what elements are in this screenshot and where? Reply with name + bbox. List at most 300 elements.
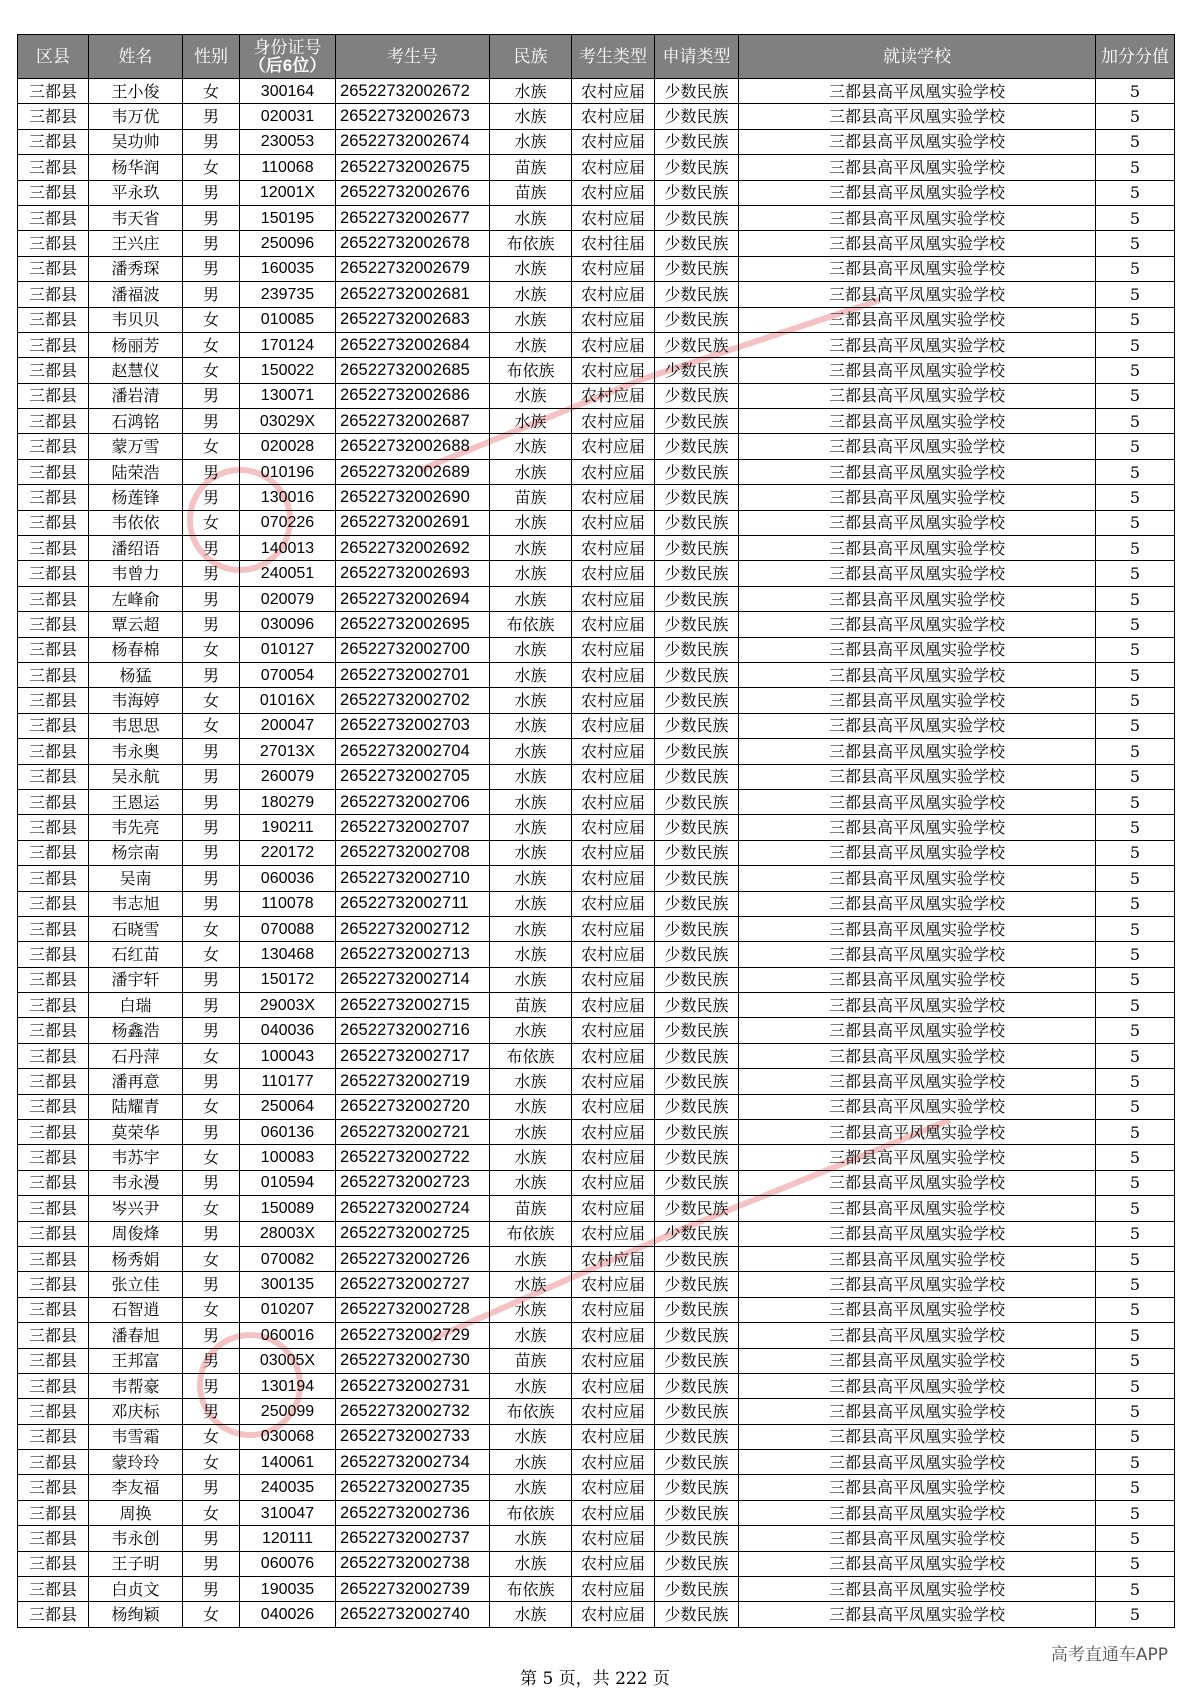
cell-application-type: 少数民族: [655, 180, 739, 205]
cell-school: 三都县高平凤凰实验学校: [739, 662, 1096, 687]
cell-candidate-type: 农村应届: [572, 1170, 655, 1195]
cell-district: 三都县: [18, 256, 89, 281]
cell-district: 三都县: [18, 1196, 89, 1221]
cell-candidate-type: 农村应届: [572, 180, 655, 205]
cell-school: 三都县高平凤凰实验学校: [739, 561, 1096, 586]
cell-id-last6: 190211: [240, 815, 336, 840]
cell-application-type: 少数民族: [655, 282, 739, 307]
cell-exam-number: 26522732002739: [336, 1577, 490, 1602]
header-id-sublabel: （后6位）: [248, 55, 327, 75]
cell-gender: 女: [183, 1043, 240, 1068]
cell-bonus: 5: [1096, 510, 1175, 535]
cell-name: 杨秀娟: [89, 1246, 183, 1271]
cell-gender: 男: [183, 891, 240, 916]
cell-bonus: 5: [1096, 789, 1175, 814]
cell-district: 三都县: [18, 434, 89, 459]
cell-ethnicity: 布依族: [490, 612, 572, 637]
cell-gender: 男: [183, 1399, 240, 1424]
cell-ethnicity: 苗族: [490, 1348, 572, 1373]
cell-name: 石智逍: [89, 1297, 183, 1322]
table-row: [18, 282, 1175, 307]
cell-application-type: 少数民族: [655, 1475, 739, 1500]
cell-application-type: 少数民族: [655, 840, 739, 865]
cell-candidate-type: 农村应届: [572, 789, 655, 814]
cell-district: 三都县: [18, 891, 89, 916]
table-row: [18, 561, 1175, 586]
cell-ethnicity: 水族: [490, 1120, 572, 1145]
cell-bonus: 5: [1096, 307, 1175, 332]
cell-name: 杨华润: [89, 155, 183, 180]
cell-exam-number: 26522732002740: [336, 1602, 490, 1627]
cell-id-last6: 230053: [240, 129, 336, 154]
cell-school: 三都县高平凤凰实验学校: [739, 1323, 1096, 1348]
cell-application-type: 少数民族: [655, 942, 739, 967]
table-row: [18, 510, 1175, 535]
cell-bonus: 5: [1096, 485, 1175, 510]
table-row: [18, 1170, 1175, 1195]
cell-id-last6: 040036: [240, 1018, 336, 1043]
cell-application-type: 少数民族: [655, 536, 739, 561]
cell-candidate-type: 农村应届: [572, 155, 655, 180]
table-row: [18, 916, 1175, 941]
cell-district: 三都县: [18, 840, 89, 865]
cell-school: 三都县高平凤凰实验学校: [739, 1069, 1096, 1094]
cell-candidate-type: 农村应届: [572, 637, 655, 662]
table-row: [18, 1196, 1175, 1221]
cell-bonus: 5: [1096, 1094, 1175, 1119]
cell-id-last6: 150089: [240, 1196, 336, 1221]
cell-school: 三都县高平凤凰实验学校: [739, 1120, 1096, 1145]
cell-school: 三都县高平凤凰实验学校: [739, 1297, 1096, 1322]
table-row: [18, 1551, 1175, 1576]
cell-id-last6: 29003X: [240, 993, 336, 1018]
cell-ethnicity: 水族: [490, 256, 572, 281]
cell-gender: 女: [183, 434, 240, 459]
cell-application-type: 少数民族: [655, 1450, 739, 1475]
cell-candidate-type: 农村应届: [572, 129, 655, 154]
cell-exam-number: 26522732002725: [336, 1221, 490, 1246]
cell-school: 三都县高平凤凰实验学校: [739, 282, 1096, 307]
cell-bonus: 5: [1096, 662, 1175, 687]
cell-gender: 男: [183, 1323, 240, 1348]
cell-candidate-type: 农村应届: [572, 1551, 655, 1576]
cell-district: 三都县: [18, 307, 89, 332]
cell-bonus: 5: [1096, 764, 1175, 789]
cell-district: 三都县: [18, 942, 89, 967]
cell-exam-number: 26522732002713: [336, 942, 490, 967]
cell-district: 三都县: [18, 231, 89, 256]
cell-district: 三都县: [18, 713, 89, 738]
cell-district: 三都县: [18, 1246, 89, 1271]
cell-id-last6: 180279: [240, 789, 336, 814]
table-row: [18, 307, 1175, 332]
cell-bonus: 5: [1096, 561, 1175, 586]
cell-exam-number: 26522732002672: [336, 79, 490, 104]
table-row: [18, 1348, 1175, 1373]
cell-candidate-type: 农村应届: [572, 536, 655, 561]
cell-candidate-type: 农村应届: [572, 662, 655, 687]
cell-school: 三都县高平凤凰实验学校: [739, 764, 1096, 789]
cell-id-last6: 250096: [240, 231, 336, 256]
cell-id-last6: 140061: [240, 1450, 336, 1475]
cell-application-type: 少数民族: [655, 789, 739, 814]
cell-ethnicity: 水族: [490, 1323, 572, 1348]
cell-application-type: 少数民族: [655, 1526, 739, 1551]
cell-id-last6: 010196: [240, 459, 336, 484]
cell-district: 三都县: [18, 1323, 89, 1348]
cell-application-type: 少数民族: [655, 1500, 739, 1525]
cell-name: 韦永奥: [89, 739, 183, 764]
cell-name: 陆耀青: [89, 1094, 183, 1119]
cell-school: 三都县高平凤凰实验学校: [739, 967, 1096, 992]
cell-name: 韦永创: [89, 1526, 183, 1551]
cell-district: 三都县: [18, 155, 89, 180]
table-row: [18, 129, 1175, 154]
cell-ethnicity: 水族: [490, 1297, 572, 1322]
cell-school: 三都县高平凤凰实验学校: [739, 434, 1096, 459]
table-row: [18, 891, 1175, 916]
table-row: [18, 612, 1175, 637]
cell-application-type: 少数民族: [655, 1424, 739, 1449]
table-row: [18, 332, 1175, 357]
cell-ethnicity: 水族: [490, 840, 572, 865]
cell-candidate-type: 农村应届: [572, 510, 655, 535]
cell-id-last6: 28003X: [240, 1221, 336, 1246]
cell-gender: 男: [183, 739, 240, 764]
cell-name: 蒙玲玲: [89, 1450, 183, 1475]
cell-application-type: 少数民族: [655, 1094, 739, 1119]
cell-exam-number: 26522732002712: [336, 916, 490, 941]
cell-bonus: 5: [1096, 1323, 1175, 1348]
cell-exam-number: 26522732002702: [336, 688, 490, 713]
cell-exam-number: 26522732002722: [336, 1145, 490, 1170]
table-row: [18, 662, 1175, 687]
table-row: [18, 1399, 1175, 1424]
cell-district: 三都县: [18, 383, 89, 408]
cell-bonus: 5: [1096, 1424, 1175, 1449]
cell-candidate-type: 农村应届: [572, 713, 655, 738]
cell-ethnicity: 水族: [490, 536, 572, 561]
cell-id-last6: 170124: [240, 332, 336, 357]
cell-bonus: 5: [1096, 1043, 1175, 1068]
cell-school: 三都县高平凤凰实验学校: [739, 180, 1096, 205]
cell-name: 岑兴尹: [89, 1196, 183, 1221]
cell-exam-number: 26522732002710: [336, 866, 490, 891]
cell-id-last6: 120111: [240, 1526, 336, 1551]
header-id-last6: [240, 35, 336, 79]
cell-district: 三都县: [18, 993, 89, 1018]
cell-district: 三都县: [18, 205, 89, 230]
table-row: [18, 180, 1175, 205]
cell-ethnicity: 布依族: [490, 231, 572, 256]
cell-candidate-type: 农村应届: [572, 1500, 655, 1525]
cell-gender: 男: [183, 662, 240, 687]
cell-application-type: 少数民族: [655, 459, 739, 484]
cell-exam-number: 26522732002689: [336, 459, 490, 484]
cell-candidate-type: 农村应届: [572, 1577, 655, 1602]
table-row: [18, 764, 1175, 789]
cell-id-last6: 010085: [240, 307, 336, 332]
cell-application-type: 少数民族: [655, 1069, 739, 1094]
cell-bonus: 5: [1096, 282, 1175, 307]
cell-application-type: 少数民族: [655, 1145, 739, 1170]
cell-bonus: 5: [1096, 104, 1175, 129]
cell-name: 赵慧仪: [89, 358, 183, 383]
cell-district: 三都县: [18, 485, 89, 510]
cell-gender: 女: [183, 358, 240, 383]
cell-gender: 女: [183, 307, 240, 332]
cell-exam-number: 26522732002693: [336, 561, 490, 586]
cell-candidate-type: 农村应届: [572, 332, 655, 357]
cell-name: 王恩运: [89, 789, 183, 814]
cell-school: 三都县高平凤凰实验学校: [739, 1577, 1096, 1602]
cell-ethnicity: 水族: [490, 739, 572, 764]
cell-district: 三都县: [18, 1500, 89, 1525]
cell-candidate-type: 农村应届: [572, 942, 655, 967]
cell-application-type: 少数民族: [655, 79, 739, 104]
cell-bonus: 5: [1096, 1272, 1175, 1297]
cell-gender: 女: [183, 1094, 240, 1119]
cell-gender: 男: [183, 1170, 240, 1195]
cell-candidate-type: 农村应届: [572, 79, 655, 104]
cell-district: 三都县: [18, 815, 89, 840]
cell-gender: 男: [183, 561, 240, 586]
cell-exam-number: 26522732002681: [336, 282, 490, 307]
table-row: [18, 155, 1175, 180]
cell-candidate-type: 农村应届: [572, 358, 655, 383]
cell-application-type: 少数民族: [655, 1348, 739, 1373]
cell-school: 三都县高平凤凰实验学校: [739, 1475, 1096, 1500]
cell-exam-number: 26522732002684: [336, 332, 490, 357]
cell-candidate-type: 农村应届: [572, 459, 655, 484]
cell-id-last6: 060076: [240, 1551, 336, 1576]
cell-bonus: 5: [1096, 459, 1175, 484]
cell-exam-number: 26522732002687: [336, 409, 490, 434]
cell-district: 三都县: [18, 1450, 89, 1475]
cell-gender: 男: [183, 1221, 240, 1246]
cell-district: 三都县: [18, 637, 89, 662]
cell-exam-number: 26522732002735: [336, 1475, 490, 1500]
cell-exam-number: 26522732002690: [336, 485, 490, 510]
table-row: [18, 1323, 1175, 1348]
cell-id-last6: 070226: [240, 510, 336, 535]
cell-exam-number: 26522732002724: [336, 1196, 490, 1221]
cell-exam-number: 26522732002676: [336, 180, 490, 205]
cell-gender: 男: [183, 1373, 240, 1398]
cell-exam-number: 26522732002705: [336, 764, 490, 789]
cell-ethnicity: 水族: [490, 409, 572, 434]
cell-id-last6: 140013: [240, 536, 336, 561]
cell-application-type: 少数民族: [655, 1577, 739, 1602]
cell-school: 三都县高平凤凰实验学校: [739, 1526, 1096, 1551]
cell-exam-number: 26522732002716: [336, 1018, 490, 1043]
cell-candidate-type: 农村应届: [572, 485, 655, 510]
table-row: [18, 79, 1175, 104]
cell-ethnicity: 苗族: [490, 1196, 572, 1221]
header-ethnicity: 民族: [490, 35, 572, 79]
cell-ethnicity: 水族: [490, 205, 572, 230]
page-number: 第 5 页，共 222 页: [520, 1669, 670, 1689]
cell-name: 石晓雪: [89, 916, 183, 941]
cell-district: 三都县: [18, 1297, 89, 1322]
cell-gender: 女: [183, 79, 240, 104]
cell-district: 三都县: [18, 1577, 89, 1602]
cell-candidate-type: 农村应届: [572, 434, 655, 459]
cell-ethnicity: 苗族: [490, 180, 572, 205]
cell-bonus: 5: [1096, 993, 1175, 1018]
table-row: [18, 942, 1175, 967]
cell-name: 平永玖: [89, 180, 183, 205]
cell-application-type: 少数民族: [655, 586, 739, 611]
table-row: [18, 739, 1175, 764]
table-row: [18, 713, 1175, 738]
table-row: [18, 358, 1175, 383]
cell-bonus: 5: [1096, 536, 1175, 561]
cell-bonus: 5: [1096, 1450, 1175, 1475]
cell-gender: 男: [183, 129, 240, 154]
cell-bonus: 5: [1096, 358, 1175, 383]
table-row: [18, 637, 1175, 662]
cell-school: 三都县高平凤凰实验学校: [739, 1043, 1096, 1068]
cell-gender: 男: [183, 840, 240, 865]
cell-district: 三都县: [18, 688, 89, 713]
cell-application-type: 少数民族: [655, 434, 739, 459]
cell-bonus: 5: [1096, 840, 1175, 865]
cell-ethnicity: 布依族: [490, 358, 572, 383]
cell-application-type: 少数民族: [655, 485, 739, 510]
cell-bonus: 5: [1096, 434, 1175, 459]
cell-application-type: 少数民族: [655, 561, 739, 586]
cell-ethnicity: 水族: [490, 434, 572, 459]
cell-bonus: 5: [1096, 180, 1175, 205]
cell-gender: 男: [183, 967, 240, 992]
cell-exam-number: 26522732002714: [336, 967, 490, 992]
cell-gender: 男: [183, 1526, 240, 1551]
cell-school: 三都县高平凤凰实验学校: [739, 815, 1096, 840]
cell-name: 潘再意: [89, 1069, 183, 1094]
cell-exam-number: 26522732002729: [336, 1323, 490, 1348]
cell-gender: 男: [183, 1577, 240, 1602]
cell-id-last6: 010594: [240, 1170, 336, 1195]
table-row: [18, 1602, 1175, 1627]
cell-school: 三都县高平凤凰实验学校: [739, 866, 1096, 891]
cell-school: 三都县高平凤凰实验学校: [739, 1424, 1096, 1449]
cell-application-type: 少数民族: [655, 1120, 739, 1145]
cell-ethnicity: 水族: [490, 662, 572, 687]
cell-bonus: 5: [1096, 1170, 1175, 1195]
cell-name: 白瑞: [89, 993, 183, 1018]
cell-exam-number: 26522732002691: [336, 510, 490, 535]
cell-ethnicity: 水族: [490, 764, 572, 789]
cell-name: 杨猛: [89, 662, 183, 687]
header-id-label: 身份证号: [253, 37, 322, 57]
header-candidate-type: 考生类型: [572, 35, 655, 79]
cell-bonus: 5: [1096, 129, 1175, 154]
cell-exam-number: 26522732002736: [336, 1500, 490, 1525]
cell-gender: 男: [183, 1120, 240, 1145]
cell-name: 王子明: [89, 1551, 183, 1576]
table-row: [18, 231, 1175, 256]
cell-bonus: 5: [1096, 1577, 1175, 1602]
cell-school: 三都县高平凤凰实验学校: [739, 155, 1096, 180]
cell-application-type: 少数民族: [655, 688, 739, 713]
cell-school: 三都县高平凤凰实验学校: [739, 1094, 1096, 1119]
cell-application-type: 少数民族: [655, 612, 739, 637]
cell-application-type: 少数民族: [655, 1399, 739, 1424]
cell-exam-number: 26522732002706: [336, 789, 490, 814]
cell-school: 三都县高平凤凰实验学校: [739, 129, 1096, 154]
cell-exam-number: 26522732002733: [336, 1424, 490, 1449]
cell-ethnicity: 水族: [490, 688, 572, 713]
cell-bonus: 5: [1096, 967, 1175, 992]
table-row: [18, 205, 1175, 230]
cell-id-last6: 27013X: [240, 739, 336, 764]
table-row: [18, 1094, 1175, 1119]
table-row: [18, 1577, 1175, 1602]
table-row: [18, 1145, 1175, 1170]
cell-candidate-type: 农村应届: [572, 1373, 655, 1398]
cell-gender: 女: [183, 942, 240, 967]
cell-candidate-type: 农村应届: [572, 1424, 655, 1449]
cell-exam-number: 26522732002737: [336, 1526, 490, 1551]
cell-name: 潘春旭: [89, 1323, 183, 1348]
cell-exam-number: 26522732002679: [336, 256, 490, 281]
cell-gender: 男: [183, 205, 240, 230]
cell-ethnicity: 水族: [490, 307, 572, 332]
cell-school: 三都县高平凤凰实验学校: [739, 332, 1096, 357]
cell-bonus: 5: [1096, 713, 1175, 738]
cell-school: 三都县高平凤凰实验学校: [739, 307, 1096, 332]
cell-gender: 女: [183, 1297, 240, 1322]
cell-exam-number: 26522732002728: [336, 1297, 490, 1322]
cell-application-type: 少数民族: [655, 815, 739, 840]
cell-id-last6: 130071: [240, 383, 336, 408]
cell-name: 韦雪霜: [89, 1424, 183, 1449]
cell-gender: 女: [183, 637, 240, 662]
cell-exam-number: 26522732002723: [336, 1170, 490, 1195]
cell-id-last6: 130194: [240, 1373, 336, 1398]
table-row: [18, 1043, 1175, 1068]
cell-district: 三都县: [18, 1069, 89, 1094]
cell-bonus: 5: [1096, 1602, 1175, 1627]
cell-school: 三都县高平凤凰实验学校: [739, 485, 1096, 510]
cell-application-type: 少数民族: [655, 967, 739, 992]
cell-candidate-type: 农村应届: [572, 1450, 655, 1475]
cell-exam-number: 26522732002700: [336, 637, 490, 662]
cell-name: 韦帮豪: [89, 1373, 183, 1398]
cell-name: 杨鑫浩: [89, 1018, 183, 1043]
cell-name: 邓庆标: [89, 1399, 183, 1424]
cell-application-type: 少数民族: [655, 993, 739, 1018]
cell-id-last6: 150172: [240, 967, 336, 992]
cell-candidate-type: 农村应届: [572, 1272, 655, 1297]
cell-application-type: 少数民族: [655, 916, 739, 941]
cell-school: 三都县高平凤凰实验学校: [739, 1018, 1096, 1043]
cell-bonus: 5: [1096, 942, 1175, 967]
cell-name: 张立佳: [89, 1272, 183, 1297]
cell-bonus: 5: [1096, 1348, 1175, 1373]
table-row: [18, 485, 1175, 510]
cell-candidate-type: 农村应届: [572, 561, 655, 586]
cell-candidate-type: 农村应届: [572, 1602, 655, 1627]
cell-school: 三都县高平凤凰实验学校: [739, 789, 1096, 814]
cell-candidate-type: 农村应届: [572, 1120, 655, 1145]
table-row: [18, 1526, 1175, 1551]
cell-application-type: 少数民族: [655, 205, 739, 230]
table-row: [18, 256, 1175, 281]
cell-bonus: 5: [1096, 1120, 1175, 1145]
cell-district: 三都县: [18, 561, 89, 586]
